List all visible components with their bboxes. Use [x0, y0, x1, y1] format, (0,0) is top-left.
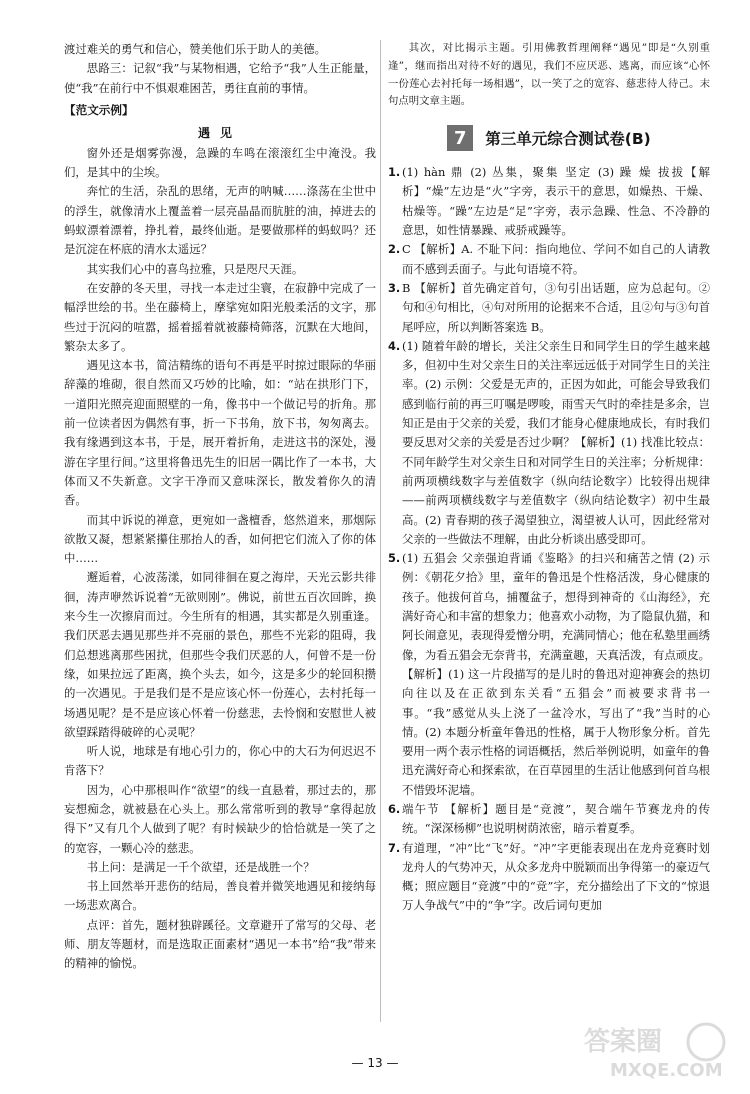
item-text: (1) 五猖会 父亲强迫背诵《鉴略》的扫兴和痛苦之情 (2) 示例：《朝花夕拾》里，童年的鲁迅是个性格活泼，身心健康的孩子。他拔何首乌，捕覆盆子，想得到神奇的《山海经》，充满好奇心和丰富的想象力；他喜欢小动物，为了隐鼠仇猫，和阿长闹意见，表现得爱憎分明，充满同情心；他在私塾里画绣像，为看五猖会无奈背书，充满童趣，天真活泼，有点顽皮。【解析】(1) 这一片段描写的是儿时的鲁迅对迎神赛会的热切向往以及在正欲到东关看“五猖会”而被要求背书一事。“我”感觉从头上浇了一盆冷水，写出了“我”当时的心情。(2) 本题分析童年鲁迅的性格，属于人物形象分析。首先要用一两个表示性格的词语概括，然后举例说明，如童年的鲁迅充满好奇心和探索欲，在百草园里的生活让他感到何首乌根不惜毁坏泥墙。: [402, 551, 710, 797]
column-divider: [380, 40, 381, 1022]
answer-item: [388, 800, 710, 839]
essay-paragraph: 奔忙的生活，杂乱的思绪，无声的呐喊……涤荡在尘世中的浮生，就像清水上覆盖着一层亮晶晶而肮脏的油，掉进去的蚂蚁漂着漂着，挣扎着，最终仙逝。是要做那样的蚂蚁吗？还是沉淀在杯底的清水太遥远？: [64, 184, 376, 257]
essay-title: 遇见: [197, 125, 242, 140]
answer-item: [388, 279, 710, 337]
item-text: B 【解析】首先确定首句，③句引出话题，应为总起句。②句和④句相比，④句对所用的论据来不合适，且②句与③句首尾呼应，所以判断答案选 B。: [402, 280, 710, 334]
answer-item: [388, 549, 710, 800]
essay-paragraph: 听人说，地球是有地心引力的，你心中的大石为何迟迟不肯落下？: [64, 744, 376, 778]
essay-paragraph: 遇见这本书，简洁精练的语句不再是平时掠过眼际的华丽辞藻的堆砌，很自然而又巧妙的比喻，如：“站在拱形门下，一道阳光照亮迎面照壁的一角，像书中一个做记号的折角。那前一位读者因为偶然有事，折一下书角，放下书，匆匆离去。我有缘遇到这本书，于是，展开着折角，走进这书的深处，漫游在字里行间。”这里将鲁迅先生的旧居一隅比作了一本书，大体而又不失新意。文字干净而又意味深长，散发着你久的清香。: [64, 358, 376, 508]
item-text: 有道理，“冲”比“飞”好。“冲”字更能表现出在龙舟竞赛时划龙舟人的气势冲天，从众多龙舟中脱颖而出争得第一的豪迈气概；照应题目“竞渡”中的“竞”字，充分描绘出了下文的“惊退万人争战气”中的“争”字。改后词句更加: [402, 840, 710, 913]
left-column: [64, 40, 376, 1028]
essay-paragraph: 邂逅着，心波荡漾，如同徘徊在夏之海岸，天光云影共徘徊，涛声咿然诉说着“无欲则刚”。佛说，前世五百次回眸，换来今生一次擦肩而过。今生所有的相遇，其实都是久别重逢。我们厌恶去遇见那些并不亮丽的景色，那些不光彩的阻碍，我们总想逃离那些困扰，但那些令我们厌恶的人，何曾不是一份缘，如果拉远了距离，换个头去，如今，这是多少的轮回积攒的一次遇见。于是我们是不是应该心怀一份莲心，去村托每一场遇见呢？是不是应该心怀着一份慈悲，去怜悯和安慰世人被欲望踩踏得破碎的心灵呢？: [64, 570, 376, 739]
item-text: C 【解析】A. 不耻下问：指向地位、学问不如自己的人请教而不感到丢面子。与此句语境不符。: [402, 242, 710, 276]
answer-item: [388, 337, 710, 549]
essay-paragraph: 在安静的冬天里，寻找一本走过尘寰，在寂静中完成了一幅浮世绘的书。坐在藤椅上，摩挲宛如阳光般柔活的文字，那些过于沉闷的喧嚣，摇着摇着就被藤椅筛落，沉默在大地间，繁杂太多了。: [64, 280, 376, 353]
item-number: 1.: [388, 165, 401, 180]
essay-comment: 点评：首先，题材独辟蹊径。文章避开了常写的父母、老师、朋友等题材，而是选取正面素材“遇见一本书”给“我”带来的精神的愉悦。: [64, 917, 376, 971]
item-number: 4.: [388, 338, 401, 353]
section-title: 第三单元综合测试卷(B): [485, 130, 651, 149]
essay-paragraph: 窗外还是烟雾弥漫，急躁的车鸣在滚滚红尘中淹没。我们，是其中的尘埃。: [64, 145, 376, 180]
top-comment: 其次，对比揭示主题。引用佛教哲理阐释“遇见”即是“久别重逢”，继而指出对待不好的遇见，我们不应厌恶、逃离，而应该“心怀一份莲心去衬托每一场相遇”，以一笑了之的宽容、慈悲待人待己。末句点明文章主题。: [388, 42, 710, 108]
item-number: 6.: [388, 801, 401, 816]
section-number-badge: 7: [447, 125, 473, 151]
item-number: 7.: [388, 840, 401, 855]
watermark-url: MXQE.COM: [610, 1060, 723, 1081]
answer-item: [388, 163, 710, 240]
watermark-text: 答案圈: [584, 1027, 663, 1057]
essay-paragraph: 其实我们心中的喜鸟拉雅，只是咫尺天涯。: [86, 261, 304, 276]
answer-item: [388, 240, 710, 279]
essay-paragraph: 书上回然举开悲伤的结局，善良着并微笑地遇见和接纳每一场悲欢离合。: [64, 879, 376, 913]
watermark-circle: [688, 1024, 724, 1060]
intro-tail: 渡过难关的勇气和信心，赞美他们乐于助人的美德。: [64, 42, 326, 56]
item-text: (1) 随着年龄的增长，关注父亲生日和同学生日的学生越来越多，但初中生对父亲生日的关注率远远低于对同学生日的关注率。(2) 示例：父爱是无声的，正因为如此，可能会导致我们感到临行前的再三叮嘱是啰唆，雨雪天气时的牵挂是多余，岂知正是由于父亲的关爱，我们才能身心健康地成长，有时我们要反思对父亲的关爱是否过少啊？【解析】(1) 找准比较点：不同年龄学生对父亲生日和对同学生日的关注率；分析规律：前两项横线数字与差值数字（纵向结论数字）比较得出规律——前两项横线数字与差值数字（纵向结论数字）初中生最高。(2) 青春期的孩子渴望独立，渴望被人认可，因此经常对父亲的一些做法不理解，由此分析谈出感受即可。: [402, 338, 710, 546]
essay-paragraph: 因为，心中那根叫作“欲望”的线一直悬着，那过去的，那妄想痴念，就被悬在心头上。那么常常听到的教导“拿得起放得下”又有几个人做到了呢？有时候缺少的恰恰就是一笑了之的宽容，一颗心冷的慈悲。: [64, 782, 376, 855]
section-header: [388, 123, 710, 153]
item-number: 2.: [388, 242, 401, 257]
item-text: (1) hàn 鼎 (2) 丛集，聚集 坚定 (3) 躁 燥 拔拔【解析】“燥”左边是“火”字旁，表示干的意思，如燥热、干燥、枯燥等。“躁”左边是“足”字旁，表示急躁、性急、不冷静的意思，如性情暴躁、戒骄戒躁等。: [402, 165, 710, 238]
item-text: 端午节 【解析】题目是“竞渡”，契合端午节赛龙舟的传统。“深深杨柳”也说明树荫浓密，暗示着夏季。: [402, 801, 710, 836]
watermark-logo: [580, 1018, 730, 1082]
right-column: [388, 40, 710, 1028]
essay-paragraph: 而其中诉说的禅意，更宛如一盏檀香，悠然道来，那烟际欲散又凝，想紧紧攥住那抬人的香，如何把它们流入了你的体中……: [64, 512, 376, 566]
answer-item: [388, 839, 710, 916]
idea-three: 思路三：记叙“我”与某物相遇，它给予“我”人生正能量，使“我”在前行中不惧艰难困苦，勇往直前的事情。: [64, 61, 376, 95]
item-number: 3.: [388, 280, 401, 295]
example-label: 【范文示例】: [64, 102, 134, 117]
item-number: 5.: [388, 551, 401, 566]
page-number: — 13 —: [351, 1056, 399, 1070]
essay-paragraph: 书上问：是满足一千个欲望，还是战胜一个？: [86, 859, 315, 874]
